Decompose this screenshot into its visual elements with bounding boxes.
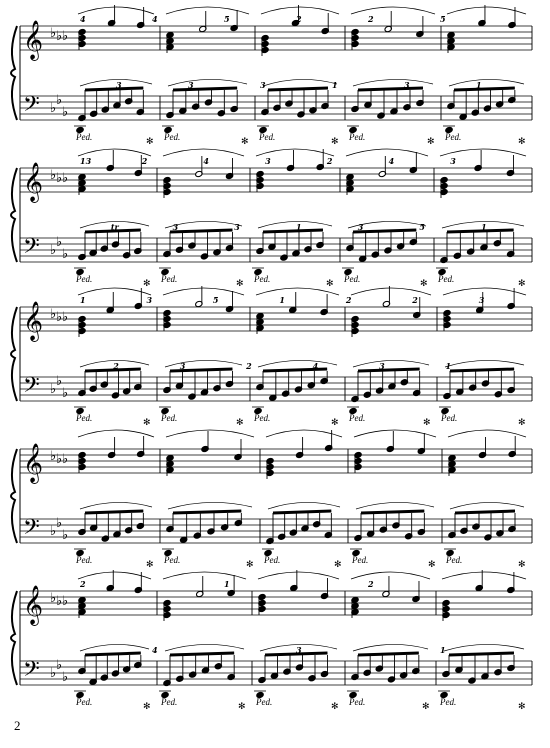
fingering-number: 2 xyxy=(141,156,148,166)
svg-text:♭: ♭ xyxy=(56,516,63,531)
slur xyxy=(258,360,337,367)
treble-clef-icon: 𝄞 xyxy=(23,443,44,483)
brace-icon xyxy=(11,26,17,120)
slur xyxy=(78,572,151,579)
pedal-down-mark: Ped. xyxy=(76,697,93,707)
treble-key-signature xyxy=(50,168,68,186)
pedal-release-icon: ✻ xyxy=(518,137,526,147)
svg-text:♭: ♭ xyxy=(56,29,63,44)
slur xyxy=(256,149,334,156)
slur xyxy=(166,7,249,14)
slur xyxy=(351,572,430,579)
svg-text:♭: ♭ xyxy=(62,105,69,120)
slur xyxy=(80,644,149,651)
slur xyxy=(163,288,244,295)
pedal-down-mark: Ped. xyxy=(254,274,271,284)
fingering-number: 3 xyxy=(265,156,271,166)
pedal-down-mark: Ped. xyxy=(440,697,457,707)
svg-text:♭: ♭ xyxy=(56,374,63,389)
fingering-number: 4 xyxy=(312,361,319,371)
fingering-number: 2 xyxy=(412,295,418,305)
pedal-release-icon: ✻ xyxy=(518,560,526,570)
bass-key-signature xyxy=(50,374,68,401)
pedal-release-icon: ✻ xyxy=(423,418,431,428)
pedal-release-icon: ✻ xyxy=(334,560,342,570)
pedal-down-mark: Ped. xyxy=(349,132,366,142)
treble-clef-icon: 𝄞 xyxy=(23,20,44,60)
svg-text:♭: ♭ xyxy=(50,591,57,606)
pedal-markings xyxy=(75,697,526,712)
pedal-release-icon: ✻ xyxy=(518,418,526,428)
pedal-down-mark: Ped. xyxy=(446,555,463,565)
brace-icon xyxy=(11,168,17,262)
svg-text:♭: ♭ xyxy=(50,243,57,258)
slur xyxy=(78,430,154,437)
pedal-down-mark: Ped. xyxy=(441,413,458,423)
treble-staff xyxy=(20,307,532,331)
pedal-down-mark: Ped. xyxy=(349,697,366,707)
pedal-down-mark: Ped. xyxy=(76,274,93,284)
slur xyxy=(78,7,154,14)
fingering-number: 13 xyxy=(80,156,92,166)
beam xyxy=(449,653,514,655)
slur xyxy=(258,221,332,228)
fingering-number: 4 xyxy=(152,645,158,655)
svg-text:♭: ♭ xyxy=(50,449,57,464)
bass-key-signature xyxy=(50,658,68,685)
slur xyxy=(266,430,342,437)
svg-text:♭: ♭ xyxy=(50,307,57,322)
pedal-release-icon: ✻ xyxy=(146,560,154,570)
treble-key-signature xyxy=(50,591,68,609)
slur xyxy=(444,644,524,651)
fingering-number: 1 xyxy=(80,295,86,305)
fingering-number: 2 xyxy=(345,295,352,305)
svg-text:♭: ♭ xyxy=(50,26,57,41)
pedal-release-icon: ✻ xyxy=(238,702,246,712)
fingering-number: 3 xyxy=(260,80,266,90)
slur xyxy=(165,644,244,651)
svg-text:♭: ♭ xyxy=(56,658,63,673)
beam xyxy=(273,511,331,513)
pedal-release-icon: ✻ xyxy=(143,418,151,428)
beam xyxy=(173,88,237,90)
bass-key-signature xyxy=(50,93,68,120)
fingering-number: 4 xyxy=(203,156,210,166)
fingering-number: 2 xyxy=(113,361,119,371)
pedal-release-icon: ✻ xyxy=(143,702,151,712)
pedal-down-mark: Ped. xyxy=(254,413,271,423)
fingering-number: 3 xyxy=(234,222,240,232)
svg-text:♭: ♭ xyxy=(62,29,69,44)
svg-text:♭: ♭ xyxy=(62,528,69,543)
pedal-down-mark: Ped. xyxy=(164,555,181,565)
fingering-number: 3 xyxy=(450,156,456,166)
pedal-release-icon: ✻ xyxy=(420,279,428,289)
treble-key-signature xyxy=(50,449,68,467)
pedal-release-icon: ✻ xyxy=(236,418,244,428)
pedal-release-icon: ✻ xyxy=(518,702,526,712)
svg-text:♭: ♭ xyxy=(62,171,69,186)
slur xyxy=(80,502,152,509)
svg-text:♭: ♭ xyxy=(62,594,69,609)
pedal-markings xyxy=(75,274,526,289)
bass-clef-icon: 𝄢 xyxy=(23,515,40,545)
bass-clef-icon: 𝄢 xyxy=(23,657,40,687)
page-number: 2 xyxy=(14,718,21,733)
fingering-number: 4 xyxy=(152,14,158,24)
fingering-number: tr xyxy=(110,222,119,232)
fingering-number: 1 xyxy=(445,361,452,371)
treble-clef-icon: 𝄞 xyxy=(23,585,44,625)
pedal-release-icon: ✻ xyxy=(422,702,430,712)
slur xyxy=(261,7,339,14)
bass-clef-icon: 𝄢 xyxy=(23,373,40,403)
beam xyxy=(85,511,143,513)
slur xyxy=(263,79,337,86)
treble-key-signature xyxy=(50,307,68,325)
beam xyxy=(455,511,515,513)
fingering-number: 3 xyxy=(357,222,364,232)
brace-icon xyxy=(11,307,17,401)
pedal-down-mark: Ped. xyxy=(76,555,93,565)
slur xyxy=(445,360,524,367)
slur xyxy=(353,79,433,86)
fingering-number: 2 xyxy=(326,156,333,166)
slur xyxy=(78,288,151,295)
brace-icon xyxy=(11,591,17,685)
fingering-number: 2 xyxy=(296,14,302,24)
slur xyxy=(163,149,244,156)
svg-text:♭: ♭ xyxy=(62,310,69,325)
treble-clef-icon: 𝄞 xyxy=(23,162,44,202)
slur xyxy=(346,149,428,156)
pedal-release-icon: ✻ xyxy=(326,279,334,289)
music-system xyxy=(11,5,532,147)
bass-clef-icon: 𝄢 xyxy=(23,234,40,264)
pedal-release-icon: ✻ xyxy=(146,137,154,147)
treble-staff xyxy=(20,26,532,50)
slur xyxy=(258,572,339,579)
pedal-release-icon: ✻ xyxy=(428,560,436,570)
fingering-number: 5 xyxy=(212,295,219,305)
beam xyxy=(85,653,141,655)
svg-text:♭: ♭ xyxy=(56,310,63,325)
treble-clef-icon: 𝄞 xyxy=(23,301,44,341)
beam xyxy=(454,88,515,90)
fingering-number: 5 xyxy=(419,222,426,232)
svg-text:♭: ♭ xyxy=(50,168,57,183)
bass-key-signature xyxy=(50,235,68,262)
beam xyxy=(268,88,328,90)
fingering-number: 1 xyxy=(296,222,302,232)
slur xyxy=(353,360,429,367)
music-system xyxy=(11,286,532,428)
pedal-down-mark: Ped. xyxy=(161,274,178,284)
fingering-number: 2 xyxy=(368,579,374,589)
beam xyxy=(170,230,233,232)
pedal-down-mark: Ped. xyxy=(445,132,462,142)
beam xyxy=(85,88,143,90)
beam xyxy=(450,369,514,371)
pedal-release-icon: ✻ xyxy=(427,137,435,147)
pedal-markings xyxy=(75,555,526,570)
slur xyxy=(166,430,254,437)
svg-text:♭: ♭ xyxy=(56,452,63,467)
slur xyxy=(447,7,526,14)
fingering-number: 3 xyxy=(188,80,194,90)
pedal-down-mark: Ped. xyxy=(438,274,455,284)
fingering-number: 3 xyxy=(172,222,179,232)
slur xyxy=(440,149,526,156)
svg-text:♭: ♭ xyxy=(56,93,63,108)
slur xyxy=(353,644,428,651)
pedal-release-icon: ✻ xyxy=(246,560,254,570)
slur xyxy=(351,7,435,14)
pedal-down-mark: Ped. xyxy=(264,555,281,565)
pedal-down-mark: Ped. xyxy=(76,132,93,142)
slur xyxy=(168,79,247,86)
pedal-down-mark: Ped. xyxy=(161,413,178,423)
fingering-number: 3 xyxy=(179,361,186,371)
slur xyxy=(351,288,431,295)
fingering-number: 5 xyxy=(440,14,446,24)
bass-clef-icon: 𝄢 xyxy=(23,92,40,122)
beam xyxy=(358,88,423,90)
fingering-number: 5 xyxy=(224,14,230,24)
svg-text:♭: ♭ xyxy=(56,594,63,609)
slur xyxy=(163,572,246,579)
pedal-release-icon: ✻ xyxy=(241,137,249,147)
treble-staff xyxy=(20,591,532,615)
pedal-release-icon: ✻ xyxy=(331,418,339,428)
fingering-number: 1 xyxy=(279,295,285,305)
pedal-down-mark: Ped. xyxy=(259,132,276,142)
pedal-down-mark: Ped. xyxy=(161,697,178,707)
fingering xyxy=(79,579,446,655)
slur xyxy=(449,79,524,86)
svg-text:♭: ♭ xyxy=(56,171,63,186)
slur xyxy=(256,288,339,295)
slur xyxy=(442,572,526,579)
fingering-number: 1 xyxy=(481,222,487,232)
slur xyxy=(450,502,524,509)
pedal-markings xyxy=(75,413,526,428)
pedal-release-icon: ✻ xyxy=(518,279,526,289)
slur xyxy=(165,360,242,367)
svg-text:♭: ♭ xyxy=(50,101,57,116)
pedal-release-icon: ✻ xyxy=(331,702,339,712)
fingering-number: 1 xyxy=(440,645,446,655)
pedal-markings xyxy=(75,132,526,147)
svg-text:♭: ♭ xyxy=(62,386,69,401)
fingering-number: 2 xyxy=(368,14,374,24)
fingering-number: 2 xyxy=(80,579,86,589)
svg-text:♭: ♭ xyxy=(50,666,57,681)
treble-key-signature xyxy=(50,26,68,44)
fingering-number: 1 xyxy=(476,80,482,90)
slur xyxy=(354,430,436,437)
svg-text:♭: ♭ xyxy=(62,452,69,467)
fingering-number: 3 xyxy=(116,80,122,90)
pedal-down-mark: Ped. xyxy=(164,132,181,142)
pedal-down-mark: Ped. xyxy=(344,274,361,284)
beam xyxy=(263,230,323,232)
pedal-release-icon: ✻ xyxy=(236,279,244,289)
fingering-number: 1 xyxy=(224,579,230,589)
music-system xyxy=(11,430,532,570)
fingering-number: 3 xyxy=(296,645,302,655)
pedal-release-icon: ✻ xyxy=(331,137,339,147)
pedal-down-mark: Ped. xyxy=(349,413,366,423)
music-system xyxy=(11,570,532,712)
svg-text:♭: ♭ xyxy=(50,382,57,397)
slur xyxy=(268,502,340,509)
bass-key-signature xyxy=(50,516,68,543)
pedal-release-icon: ✻ xyxy=(143,279,151,289)
fingering-number: 4 xyxy=(80,14,86,24)
beam xyxy=(170,653,234,655)
pedal-down-mark: Ped. xyxy=(352,555,369,565)
fingering-number: 3 xyxy=(404,80,410,90)
fingering-number: 3 xyxy=(379,361,385,371)
fingering-number: 3 xyxy=(478,295,485,305)
beam xyxy=(361,511,424,513)
svg-text:♭: ♭ xyxy=(62,247,69,262)
pedal-down-mark: Ped. xyxy=(76,413,93,423)
pedal-down-mark: Ped. xyxy=(256,697,273,707)
fingering-number: 2 xyxy=(246,361,252,371)
music-system xyxy=(11,149,532,289)
slur xyxy=(168,502,252,509)
svg-text:♭: ♭ xyxy=(50,524,57,539)
slur xyxy=(443,288,526,295)
slur xyxy=(78,149,151,156)
beam xyxy=(358,369,420,371)
fingering-number: 1 xyxy=(332,80,338,90)
beam xyxy=(358,653,419,655)
brace-icon xyxy=(11,449,17,543)
fingering-number: 4 xyxy=(388,156,395,166)
beam xyxy=(173,511,241,513)
fingering-number: 3 xyxy=(146,295,153,305)
slur xyxy=(448,430,526,437)
svg-text:♭: ♭ xyxy=(56,235,63,250)
slur xyxy=(356,502,434,509)
svg-text:♭: ♭ xyxy=(62,670,69,685)
treble-staff xyxy=(20,168,532,192)
